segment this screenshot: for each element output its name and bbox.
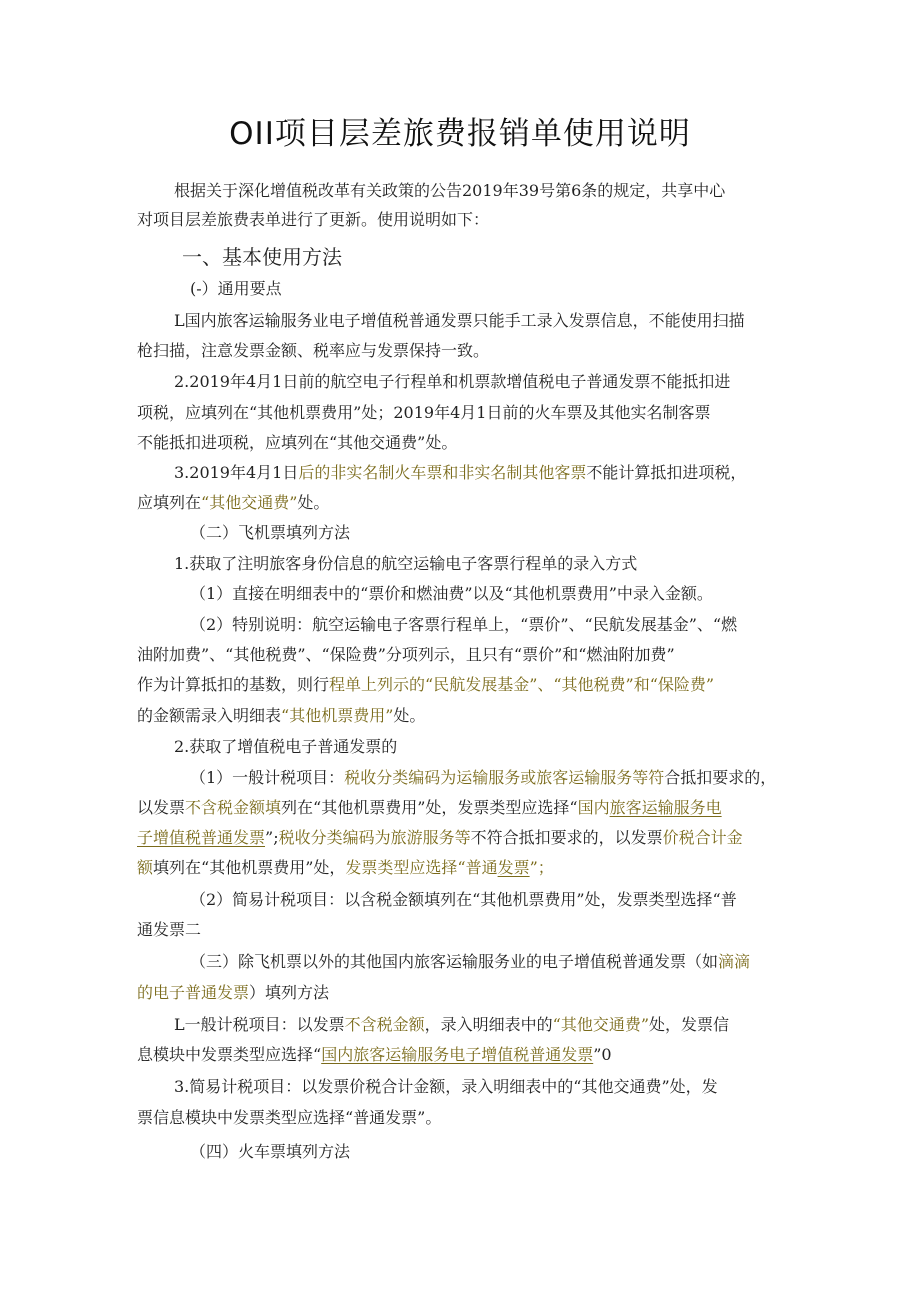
subsection-heading: （四）火车票填列方法 [190,1142,351,1161]
text-segment: 列在“其他机票费用”处，发票类型应选择“ [281,798,578,817]
text-segment: 不能计算抵扣进项税， [586,463,747,482]
paragraph-line: L国内旅客运输服务业电子增值税普通发票只能手工录入发票信息，不能使用扫描 [174,311,745,330]
paragraph-line [137,706,425,726]
paragraph-line: 不能抵扣进项税，应填列在“其他交通费”处。 [137,433,458,452]
subsection-heading [137,983,329,1003]
highlighted-text: 后的非实名制火车票和非实名制其他客票 [298,463,587,482]
highlighted-text: 税收分类编码为运输服务或旅客运输服务等符 [344,768,665,787]
subsection-heading: (-）通用要点 [190,279,282,298]
text-segment: 处，发票信 [649,1015,730,1034]
text-segment: 不符合抵扣要求的，以发票 [470,828,663,847]
underlined-text: 旅客运输服务电 [609,798,722,817]
document-title: OII项目层差旅费报销单使用说明 [229,116,691,152]
text-segment: 的金额需录入明细表 [137,706,282,725]
paragraph-line: 枪扫描，注意发票金额、税率应与发票保持一致。 [137,341,490,360]
text-segment: ，录入明细表中的 [424,1015,553,1034]
highlighted-text: 不含税金额 [344,1015,425,1034]
paragraph-line [137,675,714,695]
highlighted-text: 的电子普通发票 [137,983,250,1002]
text-segment: （1）一般计税项目： [190,768,345,787]
section-heading: 一、基本使用方法 [182,245,342,269]
highlighted-text: 发票类型应选择“普通 [345,858,498,877]
highlighted-text: ”； [529,858,554,877]
text-segment: ”0 [593,1045,612,1064]
highlighted-text: 价税合计金 [662,828,743,847]
text-segment: 处。 [297,493,330,512]
paragraph-line [137,828,743,848]
paragraph-line: 通发票二 [137,920,202,939]
underlined-text: 发票 [497,858,530,877]
text-segment: 填列在“其他机票费用”处， [153,858,346,877]
subsection-heading: （二）飞机票填列方法 [190,523,351,542]
text-segment: 合抵扣要求的， [664,768,777,787]
paragraph-line [137,493,329,513]
paragraph-line: 项税，应填列在“其他机票费用”处；2019年4月1日前的火车票及其他实名制客票 [137,403,711,422]
text-segment: ”; [265,828,279,847]
paragraph-line [137,798,722,818]
paragraph-line [190,768,776,788]
text-segment: ）填列方法 [249,983,330,1002]
paragraph-line: （1）直接在明细表中的“票价和燃油费”以及“其他机票费用”中录入金额。 [190,584,713,603]
text-segment: 以发票 [137,798,186,817]
text-segment: 3.2019年4月1日 [174,463,299,482]
paragraph-line: 2.2019年4月1日前的航空电子行程单和机票款增值税电子普通发票不能抵扣进 [174,372,731,391]
text-segment: 应填列在 [137,493,202,512]
paragraph-line: 根据关于深化增值税改革有关政策的公告2019年39号第6条的规定，共享中心 [174,181,726,200]
paragraph-line [137,1045,612,1065]
paragraph-line: 2.获取了增值税电子普通发票的 [174,737,398,756]
highlighted-text: 滴滴 [718,952,751,971]
text-segment: 处。 [393,706,426,725]
paragraph-line: （2）简易计税项目：以含税金额填列在“其他机票费用”处，发票类型选择“普 [190,890,737,909]
paragraph-line: 票信息模块中发票类型应选择“普通发票”。 [137,1108,442,1127]
text-segment: 息模块中发票类型应选择“ [137,1045,322,1064]
highlighted-text: 不含税金额填 [185,798,282,817]
paragraph-line [174,1015,729,1035]
paragraph-line: 3.简易计税项目：以发票价税合计金额，录入明细表中的“其他交通费”处，发 [174,1077,718,1096]
text-segment: L一般计税项目：以发票 [174,1015,345,1034]
paragraph-line: 对项目层差旅费表单进行了更新。使用说明如下： [137,210,490,229]
subsection-heading [190,952,750,972]
paragraph-line: （2）特别说明：航空运输电子客票行程单上，“票价”、“民航发展基金”、“燃 [190,615,738,634]
highlighted-text: 国内 [577,798,610,817]
highlighted-text: “其他交通费” [201,493,298,512]
paragraph-line [174,463,746,483]
underlined-text: 国内旅客运输服务电子增值税普通发票 [321,1045,594,1064]
paragraph-line [137,858,554,878]
text-segment: 作为计算抵扣的基数，则行 [137,675,330,694]
paragraph-line: 1.获取了注明旅客身份信息的航空运输电子客票行程单的录入方式 [174,554,638,573]
underlined-text: 子增值税普通发票 [137,828,266,847]
text-segment: （三）除飞机票以外的其他国内旅客运输服务业的电子增值税普通发票（如 [190,952,719,971]
paragraph-line: 油附加费”、“其他税费”、“保险费”分项列示，且只有“票价”和“燃油附加费” [137,645,675,664]
highlighted-text: “其他机票费用” [281,706,394,725]
highlighted-text: 税收分类编码为旅游服务等 [278,828,471,847]
highlighted-text: “其他交通费” [552,1015,650,1034]
highlighted-text: 程单上列示的“民航发展基金”、“其他税费”和“保险费” [329,675,715,694]
highlighted-text: 额 [137,858,154,877]
